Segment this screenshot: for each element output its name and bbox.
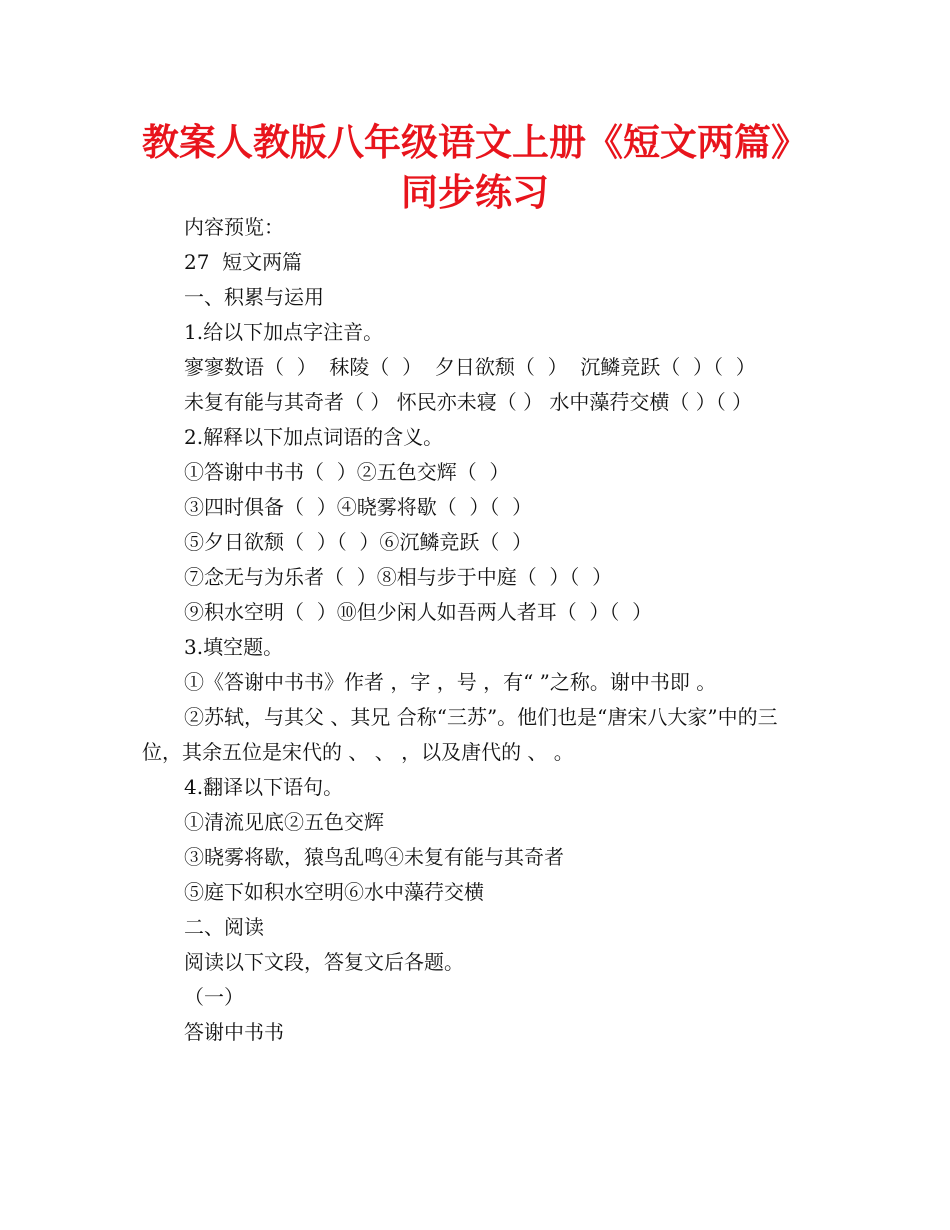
reading-instruction: 阅读以下文段，答复文后各题。 <box>184 950 464 974</box>
document-title <box>140 118 810 218</box>
section-heading-1: 一、积累与运用 <box>184 285 324 309</box>
question-4-prompt: 4.翻译以下语句。 <box>184 775 344 799</box>
document-body <box>142 210 814 1050</box>
question-3-line-1: ①《答谢中书书》作者 ，字 ，号 ，有“ ”之称。谢中书即 。 <box>184 670 717 694</box>
question-3-prompt: 3.填空题。 <box>184 635 284 659</box>
question-1-line-1: 寥寥数语（ ） 秣陵（ ） 夕日欲颓（ ） 沉鳞竞跃（ ）（ ） <box>184 355 756 379</box>
question-2-line-3: ⑤夕日欲颓（ ）（ ）⑥沉鳞竞跃（ ） <box>184 530 533 554</box>
question-2-prompt: 2.解释以下加点词语的含义。 <box>184 425 444 449</box>
question-1-prompt: 1.给以下加点字注音。 <box>184 320 384 344</box>
question-2-line-4: ⑦念无与为乐者（ ）⑧相与步于中庭（ ）（ ） <box>184 565 613 589</box>
content-preview-label: 内容预览： <box>184 215 284 239</box>
lesson-heading: 27 短文两篇 <box>184 250 303 274</box>
title-line-2: 同步练习 <box>401 171 549 214</box>
question-4-line-1: ①清流见底②五色交辉 <box>184 810 384 834</box>
passage-title: 答谢中书书 <box>184 1020 284 1044</box>
title-line-1: 教案人教版八年级语文上册《短文两篇》 <box>142 121 808 164</box>
section-heading-2: 二、阅读 <box>184 915 264 939</box>
question-3-line-2: ②苏轼，与其父 、其兄 合称“三苏”。他们也是“唐宋八大家”中的三位，其余五位是宋代的 、 、 ，以及唐代的 、 。 <box>142 705 778 764</box>
question-2-line-5: ⑨积水空明（ ）⑩但少闲人如吾两人者耳（ ）（ ） <box>184 600 653 624</box>
question-4-line-2: ③晓雾将歇，猿鸟乱鸣④未复有能与其奇者 <box>184 845 564 869</box>
question-4-line-3: ⑤庭下如积水空明⑥水中藻荇交横 <box>184 880 484 904</box>
question-2-line-1: ①答谢中书书（ ）②五色交辉（ ） <box>184 460 510 484</box>
passage-number: （一） <box>184 985 244 1009</box>
question-2-line-2: ③四时俱备（ ）④晓雾将歇（ ）（ ） <box>184 495 533 519</box>
question-1-line-2: 未复有能与其奇者（ ） 怀民亦未寝（ ） 水中藻荇交横（ ）（ ） <box>184 390 753 414</box>
